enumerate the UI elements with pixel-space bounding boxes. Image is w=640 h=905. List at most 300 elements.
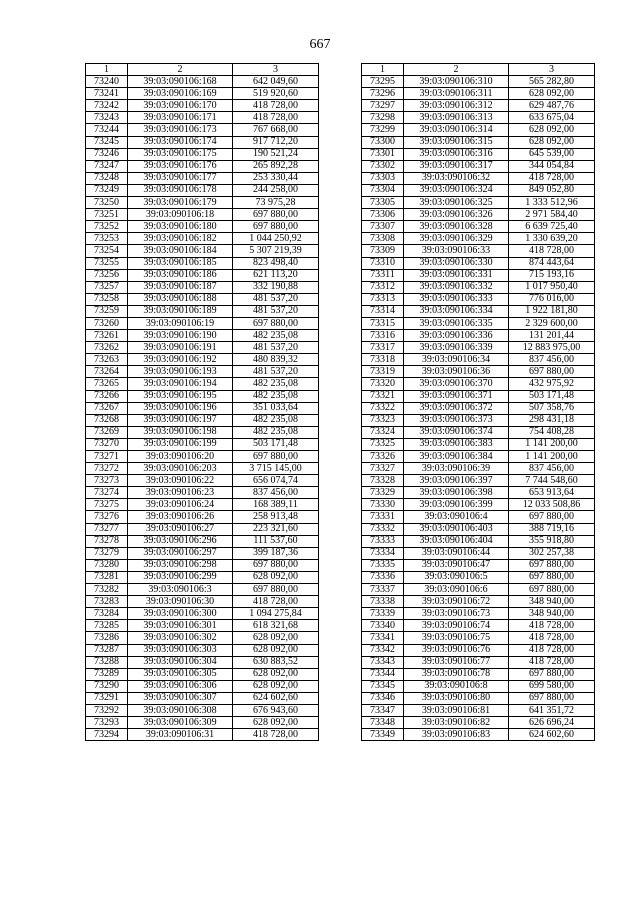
cadastral-number: 39:03:090106:4	[404, 511, 509, 523]
table-row	[362, 160, 595, 172]
row-number: 73336	[362, 571, 404, 583]
table-row	[86, 293, 319, 305]
cadastral-number: 39:03:090106:23	[128, 487, 233, 499]
cadastral-value: 1 141 200,00	[509, 451, 595, 463]
cadastral-value: 633 675,04	[509, 112, 595, 124]
row-number: 73245	[86, 136, 128, 148]
cadastral-number: 39:03:090106:399	[404, 499, 509, 511]
table-row	[86, 402, 319, 414]
cadastral-number: 39:03:090106:312	[404, 100, 509, 112]
table-row	[86, 596, 319, 608]
row-number: 73321	[362, 390, 404, 402]
cadastral-number: 39:03:090106:182	[128, 233, 233, 245]
table-row	[86, 499, 319, 511]
cadastral-value: 482 235,08	[233, 330, 319, 342]
cadastral-number: 39:03:090106:308	[128, 704, 233, 716]
row-number: 73302	[362, 160, 404, 172]
table-row	[86, 184, 319, 196]
table-row	[362, 402, 595, 414]
cadastral-value: 697 880,00	[509, 511, 595, 523]
cadastral-number: 39:03:090106:18	[128, 209, 233, 221]
row-number: 73318	[362, 354, 404, 366]
cadastral-number: 39:03:090106:307	[128, 692, 233, 704]
table-row	[86, 704, 319, 716]
row-number: 73242	[86, 100, 128, 112]
table-row	[86, 209, 319, 221]
cadastral-value: 697 880,00	[233, 559, 319, 571]
table-row	[362, 644, 595, 656]
row-number: 73262	[86, 342, 128, 354]
cadastral-number: 39:03:090106:313	[404, 112, 509, 124]
cadastral-number: 39:03:090106:47	[404, 559, 509, 571]
cadastral-number: 39:03:090106:188	[128, 293, 233, 305]
table-row	[362, 148, 595, 160]
cadastral-number: 39:03:090106:193	[128, 366, 233, 378]
cadastral-number: 39:03:090106:404	[404, 535, 509, 547]
table-row	[362, 571, 595, 583]
cadastral-value: 697 880,00	[509, 584, 595, 596]
table-row	[362, 245, 595, 257]
cadastral-number: 39:03:090106:178	[128, 184, 233, 196]
row-number: 73293	[86, 717, 128, 729]
table-row	[86, 475, 319, 487]
cadastral-number: 39:03:090106:8	[404, 680, 509, 692]
table-row	[362, 680, 595, 692]
row-number: 73282	[86, 584, 128, 596]
row-number: 73272	[86, 463, 128, 475]
cadastral-value: 12 883 975,00	[509, 342, 595, 354]
cadastral-number: 39:03:090106:310	[404, 76, 509, 88]
cadastral-value: 565 282,80	[509, 76, 595, 88]
table-row	[362, 197, 595, 209]
cadastral-number: 39:03:090106:371	[404, 390, 509, 402]
cadastral-value: 418 728,00	[509, 245, 595, 257]
row-number: 73248	[86, 172, 128, 184]
cadastral-number: 39:03:090106:22	[128, 475, 233, 487]
row-number: 73319	[362, 366, 404, 378]
row-number: 73275	[86, 499, 128, 511]
table-row	[86, 172, 319, 184]
cadastral-number: 39:03:090106:372	[404, 402, 509, 414]
table-row	[362, 656, 595, 668]
row-number: 73260	[86, 317, 128, 329]
row-number: 73340	[362, 620, 404, 632]
table-row	[86, 451, 319, 463]
cadastral-value: 2 329 600,00	[509, 317, 595, 329]
table-row	[86, 729, 319, 741]
row-number: 73324	[362, 426, 404, 438]
row-number: 73246	[86, 148, 128, 160]
table-row	[86, 463, 319, 475]
cadastral-number: 39:03:090106:44	[404, 547, 509, 559]
cadastral-number: 39:03:090106:34	[404, 354, 509, 366]
row-number: 73305	[362, 197, 404, 209]
cadastral-value: 482 235,08	[233, 426, 319, 438]
registry-table-left	[85, 63, 319, 741]
table-row	[362, 390, 595, 402]
row-number: 73252	[86, 221, 128, 233]
table-row	[86, 160, 319, 172]
cadastral-number: 39:03:090106:190	[128, 330, 233, 342]
cadastral-number: 39:03:090106:180	[128, 221, 233, 233]
table-row	[86, 644, 319, 656]
table-row	[86, 656, 319, 668]
registry-table-right	[361, 63, 595, 741]
row-number: 73294	[86, 729, 128, 741]
row-number: 73311	[362, 269, 404, 281]
row-number: 73273	[86, 475, 128, 487]
cadastral-value: 344 054,84	[509, 160, 595, 172]
table-row	[86, 76, 319, 88]
table-body-left	[86, 76, 319, 741]
cadastral-value: 626 696,24	[509, 717, 595, 729]
table-row	[86, 390, 319, 402]
row-number: 73288	[86, 656, 128, 668]
row-number: 73328	[362, 475, 404, 487]
row-number: 73291	[86, 692, 128, 704]
cadastral-value: 641 351,72	[509, 704, 595, 716]
table-row	[362, 668, 595, 680]
cadastral-value: 190 521,24	[233, 148, 319, 160]
cadastral-value: 482 235,08	[233, 378, 319, 390]
cadastral-number: 39:03:090106:31	[128, 729, 233, 741]
cadastral-number: 39:03:090106:76	[404, 644, 509, 656]
table-row	[86, 608, 319, 620]
cadastral-number: 39:03:090106:72	[404, 596, 509, 608]
cadastral-value: 418 728,00	[233, 729, 319, 741]
table-row	[86, 668, 319, 680]
cadastral-number: 39:03:090106:194	[128, 378, 233, 390]
cadastral-number: 39:03:090106:373	[404, 414, 509, 426]
cadastral-value: 131 201,44	[509, 330, 595, 342]
row-number: 73241	[86, 88, 128, 100]
cadastral-value: 519 920,60	[233, 88, 319, 100]
row-number: 73315	[362, 317, 404, 329]
cadastral-number: 39:03:090106:370	[404, 378, 509, 390]
table-row	[362, 632, 595, 644]
cadastral-value: 776 016,00	[509, 293, 595, 305]
table-row	[86, 197, 319, 209]
table-row	[362, 76, 595, 88]
table-row	[86, 620, 319, 632]
cadastral-value: 5 307 219,39	[233, 245, 319, 257]
cadastral-value: 332 190,88	[233, 281, 319, 293]
cadastral-value: 481 537,20	[233, 342, 319, 354]
cadastral-value: 480 839,32	[233, 354, 319, 366]
row-number: 73320	[362, 378, 404, 390]
table-row	[86, 487, 319, 499]
cadastral-number: 39:03:090106:77	[404, 656, 509, 668]
table-row	[362, 233, 595, 245]
cadastral-number: 39:03:090106:171	[128, 112, 233, 124]
table-row	[362, 535, 595, 547]
row-number: 73283	[86, 596, 128, 608]
table-row	[86, 281, 319, 293]
cadastral-number: 39:03:090106:73	[404, 608, 509, 620]
cadastral-value: 418 728,00	[509, 620, 595, 632]
row-number: 73290	[86, 680, 128, 692]
cadastral-number: 39:03:090106:169	[128, 88, 233, 100]
cadastral-number: 39:03:090106:326	[404, 209, 509, 221]
cadastral-number: 39:03:090106:82	[404, 717, 509, 729]
cadastral-number: 39:03:090106:384	[404, 451, 509, 463]
cadastral-value: 715 193,16	[509, 269, 595, 281]
table-row	[86, 342, 319, 354]
cadastral-number: 39:03:090106:189	[128, 305, 233, 317]
row-number: 73310	[362, 257, 404, 269]
cadastral-value: 223 321,60	[233, 523, 319, 535]
row-number: 73316	[362, 330, 404, 342]
table-row	[362, 293, 595, 305]
row-number: 73339	[362, 608, 404, 620]
cadastral-number: 39:03:090106:83	[404, 729, 509, 741]
cadastral-number: 39:03:090106:179	[128, 197, 233, 209]
table-row	[362, 608, 595, 620]
row-number: 73251	[86, 209, 128, 221]
cadastral-number: 39:03:090106:185	[128, 257, 233, 269]
cadastral-number: 39:03:090106:317	[404, 160, 509, 172]
table-row	[362, 100, 595, 112]
cadastral-number: 39:03:090106:325	[404, 197, 509, 209]
table-row	[362, 596, 595, 608]
row-number: 73344	[362, 668, 404, 680]
row-number: 73323	[362, 414, 404, 426]
row-number: 73309	[362, 245, 404, 257]
cadastral-value: 837 456,00	[509, 463, 595, 475]
cadastral-number: 39:03:090106:316	[404, 148, 509, 160]
table-row	[86, 378, 319, 390]
cadastral-number: 39:03:090106:374	[404, 426, 509, 438]
cadastral-value: 697 880,00	[233, 221, 319, 233]
cadastral-value: 624 602,60	[233, 692, 319, 704]
table-row	[86, 257, 319, 269]
row-number: 73284	[86, 608, 128, 620]
table-row	[362, 257, 595, 269]
cadastral-value: 628 092,00	[233, 717, 319, 729]
table-row	[362, 729, 595, 741]
cadastral-number: 39:03:090106:305	[128, 668, 233, 680]
row-number: 73244	[86, 124, 128, 136]
cadastral-value: 697 880,00	[509, 571, 595, 583]
table-row	[86, 438, 319, 450]
table-row	[86, 148, 319, 160]
row-number: 73314	[362, 305, 404, 317]
table-row	[86, 523, 319, 535]
cadastral-value: 874 443,64	[509, 257, 595, 269]
table-row	[86, 426, 319, 438]
table-row	[362, 620, 595, 632]
table-row	[362, 354, 595, 366]
cadastral-number: 39:03:090106:187	[128, 281, 233, 293]
cadastral-value: 653 913,64	[509, 487, 595, 499]
cadastral-value: 645 539,00	[509, 148, 595, 160]
cadastral-number: 39:03:090106:20	[128, 451, 233, 463]
cadastral-value: 418 728,00	[509, 644, 595, 656]
row-number: 73299	[362, 124, 404, 136]
row-number: 73286	[86, 632, 128, 644]
table-row	[362, 451, 595, 463]
cadastral-value: 697 880,00	[509, 366, 595, 378]
cadastral-value: 917 712,20	[233, 136, 319, 148]
row-number: 73338	[362, 596, 404, 608]
cadastral-value: 849 052,80	[509, 184, 595, 196]
table-row	[86, 414, 319, 426]
row-number: 73296	[362, 88, 404, 100]
row-number: 73279	[86, 547, 128, 559]
cadastral-number: 39:03:090106:324	[404, 184, 509, 196]
cadastral-number: 39:03:090106:30	[128, 596, 233, 608]
cadastral-number: 39:03:090106:299	[128, 571, 233, 583]
row-number: 73325	[362, 438, 404, 450]
row-number: 73349	[362, 729, 404, 741]
cadastral-value: 624 602,60	[509, 729, 595, 741]
cadastral-number: 39:03:090106:80	[404, 692, 509, 704]
header-col-2: 2	[404, 64, 509, 76]
row-number: 73250	[86, 197, 128, 209]
table-row	[362, 172, 595, 184]
row-number: 73337	[362, 584, 404, 596]
cadastral-value: 823 498,40	[233, 257, 319, 269]
table-row	[86, 535, 319, 547]
cadastral-value: 253 330,44	[233, 172, 319, 184]
cadastral-value: 355 918,80	[509, 535, 595, 547]
cadastral-number: 39:03:090106:332	[404, 281, 509, 293]
page-number: 667	[309, 37, 331, 52]
cadastral-value: 628 092,00	[233, 571, 319, 583]
row-number: 73322	[362, 402, 404, 414]
table-row	[86, 124, 319, 136]
cadastral-number: 39:03:090106:300	[128, 608, 233, 620]
cadastral-number: 39:03:090106:196	[128, 402, 233, 414]
cadastral-value: 642 049,60	[233, 76, 319, 88]
table-row	[362, 559, 595, 571]
row-number: 73247	[86, 160, 128, 172]
cadastral-value: 628 092,00	[233, 680, 319, 692]
table-row	[86, 559, 319, 571]
row-number: 73298	[362, 112, 404, 124]
row-number: 73255	[86, 257, 128, 269]
row-number: 73280	[86, 559, 128, 571]
cadastral-value: 481 537,20	[233, 293, 319, 305]
row-number: 73243	[86, 112, 128, 124]
cadastral-value: 676 943,60	[233, 704, 319, 716]
row-number: 73329	[362, 487, 404, 499]
cadastral-number: 39:03:090106:314	[404, 124, 509, 136]
cadastral-number: 39:03:090106:315	[404, 136, 509, 148]
table-row	[362, 281, 595, 293]
row-number: 73307	[362, 221, 404, 233]
row-number: 73270	[86, 438, 128, 450]
row-number: 73335	[362, 559, 404, 571]
cadastral-value: 628 092,00	[509, 88, 595, 100]
cadastral-value: 265 892,28	[233, 160, 319, 172]
cadastral-number: 39:03:090106:296	[128, 535, 233, 547]
table-row	[362, 414, 595, 426]
cadastral-number: 39:03:090106:197	[128, 414, 233, 426]
row-number: 73274	[86, 487, 128, 499]
row-number: 73277	[86, 523, 128, 535]
cadastral-number: 39:03:090106:19	[128, 317, 233, 329]
table-row	[86, 136, 319, 148]
table-row	[362, 305, 595, 317]
row-number: 73269	[86, 426, 128, 438]
row-number: 73278	[86, 535, 128, 547]
row-number: 73254	[86, 245, 128, 257]
header-col-2: 2	[128, 64, 233, 76]
table-row	[362, 184, 595, 196]
table-row	[86, 717, 319, 729]
cadastral-number: 39:03:090106:303	[128, 644, 233, 656]
row-number: 73331	[362, 511, 404, 523]
cadastral-number: 39:03:090106:335	[404, 317, 509, 329]
header-col-1: 1	[86, 64, 128, 76]
row-number: 73301	[362, 148, 404, 160]
row-number: 73304	[362, 184, 404, 196]
row-number: 73326	[362, 451, 404, 463]
table-row	[362, 426, 595, 438]
cadastral-number: 39:03:090106:81	[404, 704, 509, 716]
cadastral-value: 697 880,00	[233, 451, 319, 463]
cadastral-value: 1 922 181,80	[509, 305, 595, 317]
row-number: 73253	[86, 233, 128, 245]
table-row	[86, 680, 319, 692]
table-row	[362, 523, 595, 535]
row-number: 73308	[362, 233, 404, 245]
table-row	[86, 584, 319, 596]
table-row	[86, 245, 319, 257]
row-number: 73261	[86, 330, 128, 342]
cadastral-number: 39:03:090106:5	[404, 571, 509, 583]
cadastral-number: 39:03:090106:203	[128, 463, 233, 475]
cadastral-number: 39:03:090106:329	[404, 233, 509, 245]
row-number: 73266	[86, 390, 128, 402]
table-row	[86, 511, 319, 523]
row-number: 73303	[362, 172, 404, 184]
cadastral-number: 39:03:090106:36	[404, 366, 509, 378]
cadastral-value: 1 044 250,92	[233, 233, 319, 245]
row-number: 73281	[86, 571, 128, 583]
table-row	[362, 475, 595, 487]
cadastral-value: 628 092,00	[233, 632, 319, 644]
row-number: 73249	[86, 184, 128, 196]
cadastral-value: 302 257,38	[509, 547, 595, 559]
cadastral-number: 39:03:090106:383	[404, 438, 509, 450]
cadastral-value: 351 033,64	[233, 402, 319, 414]
row-number: 73271	[86, 451, 128, 463]
cadastral-number: 39:03:090106:3	[128, 584, 233, 596]
table-row	[362, 342, 595, 354]
cadastral-number: 39:03:090106:309	[128, 717, 233, 729]
table-row	[86, 692, 319, 704]
cadastral-value: 621 113,20	[233, 269, 319, 281]
cadastral-value: 1 094 275,84	[233, 608, 319, 620]
row-number: 73297	[362, 100, 404, 112]
cadastral-value: 507 358,76	[509, 402, 595, 414]
table-row	[86, 233, 319, 245]
cadastral-number: 39:03:090106:174	[128, 136, 233, 148]
cadastral-value: 1 017 950,40	[509, 281, 595, 293]
row-number: 73313	[362, 293, 404, 305]
cadastral-value: 697 880,00	[233, 584, 319, 596]
cadastral-value: 628 092,00	[509, 136, 595, 148]
row-number: 73317	[362, 342, 404, 354]
cadastral-number: 39:03:090106:302	[128, 632, 233, 644]
table-row	[86, 269, 319, 281]
cadastral-number: 39:03:090106:184	[128, 245, 233, 257]
row-number: 73263	[86, 354, 128, 366]
table-row	[362, 547, 595, 559]
cadastral-number: 39:03:090106:331	[404, 269, 509, 281]
